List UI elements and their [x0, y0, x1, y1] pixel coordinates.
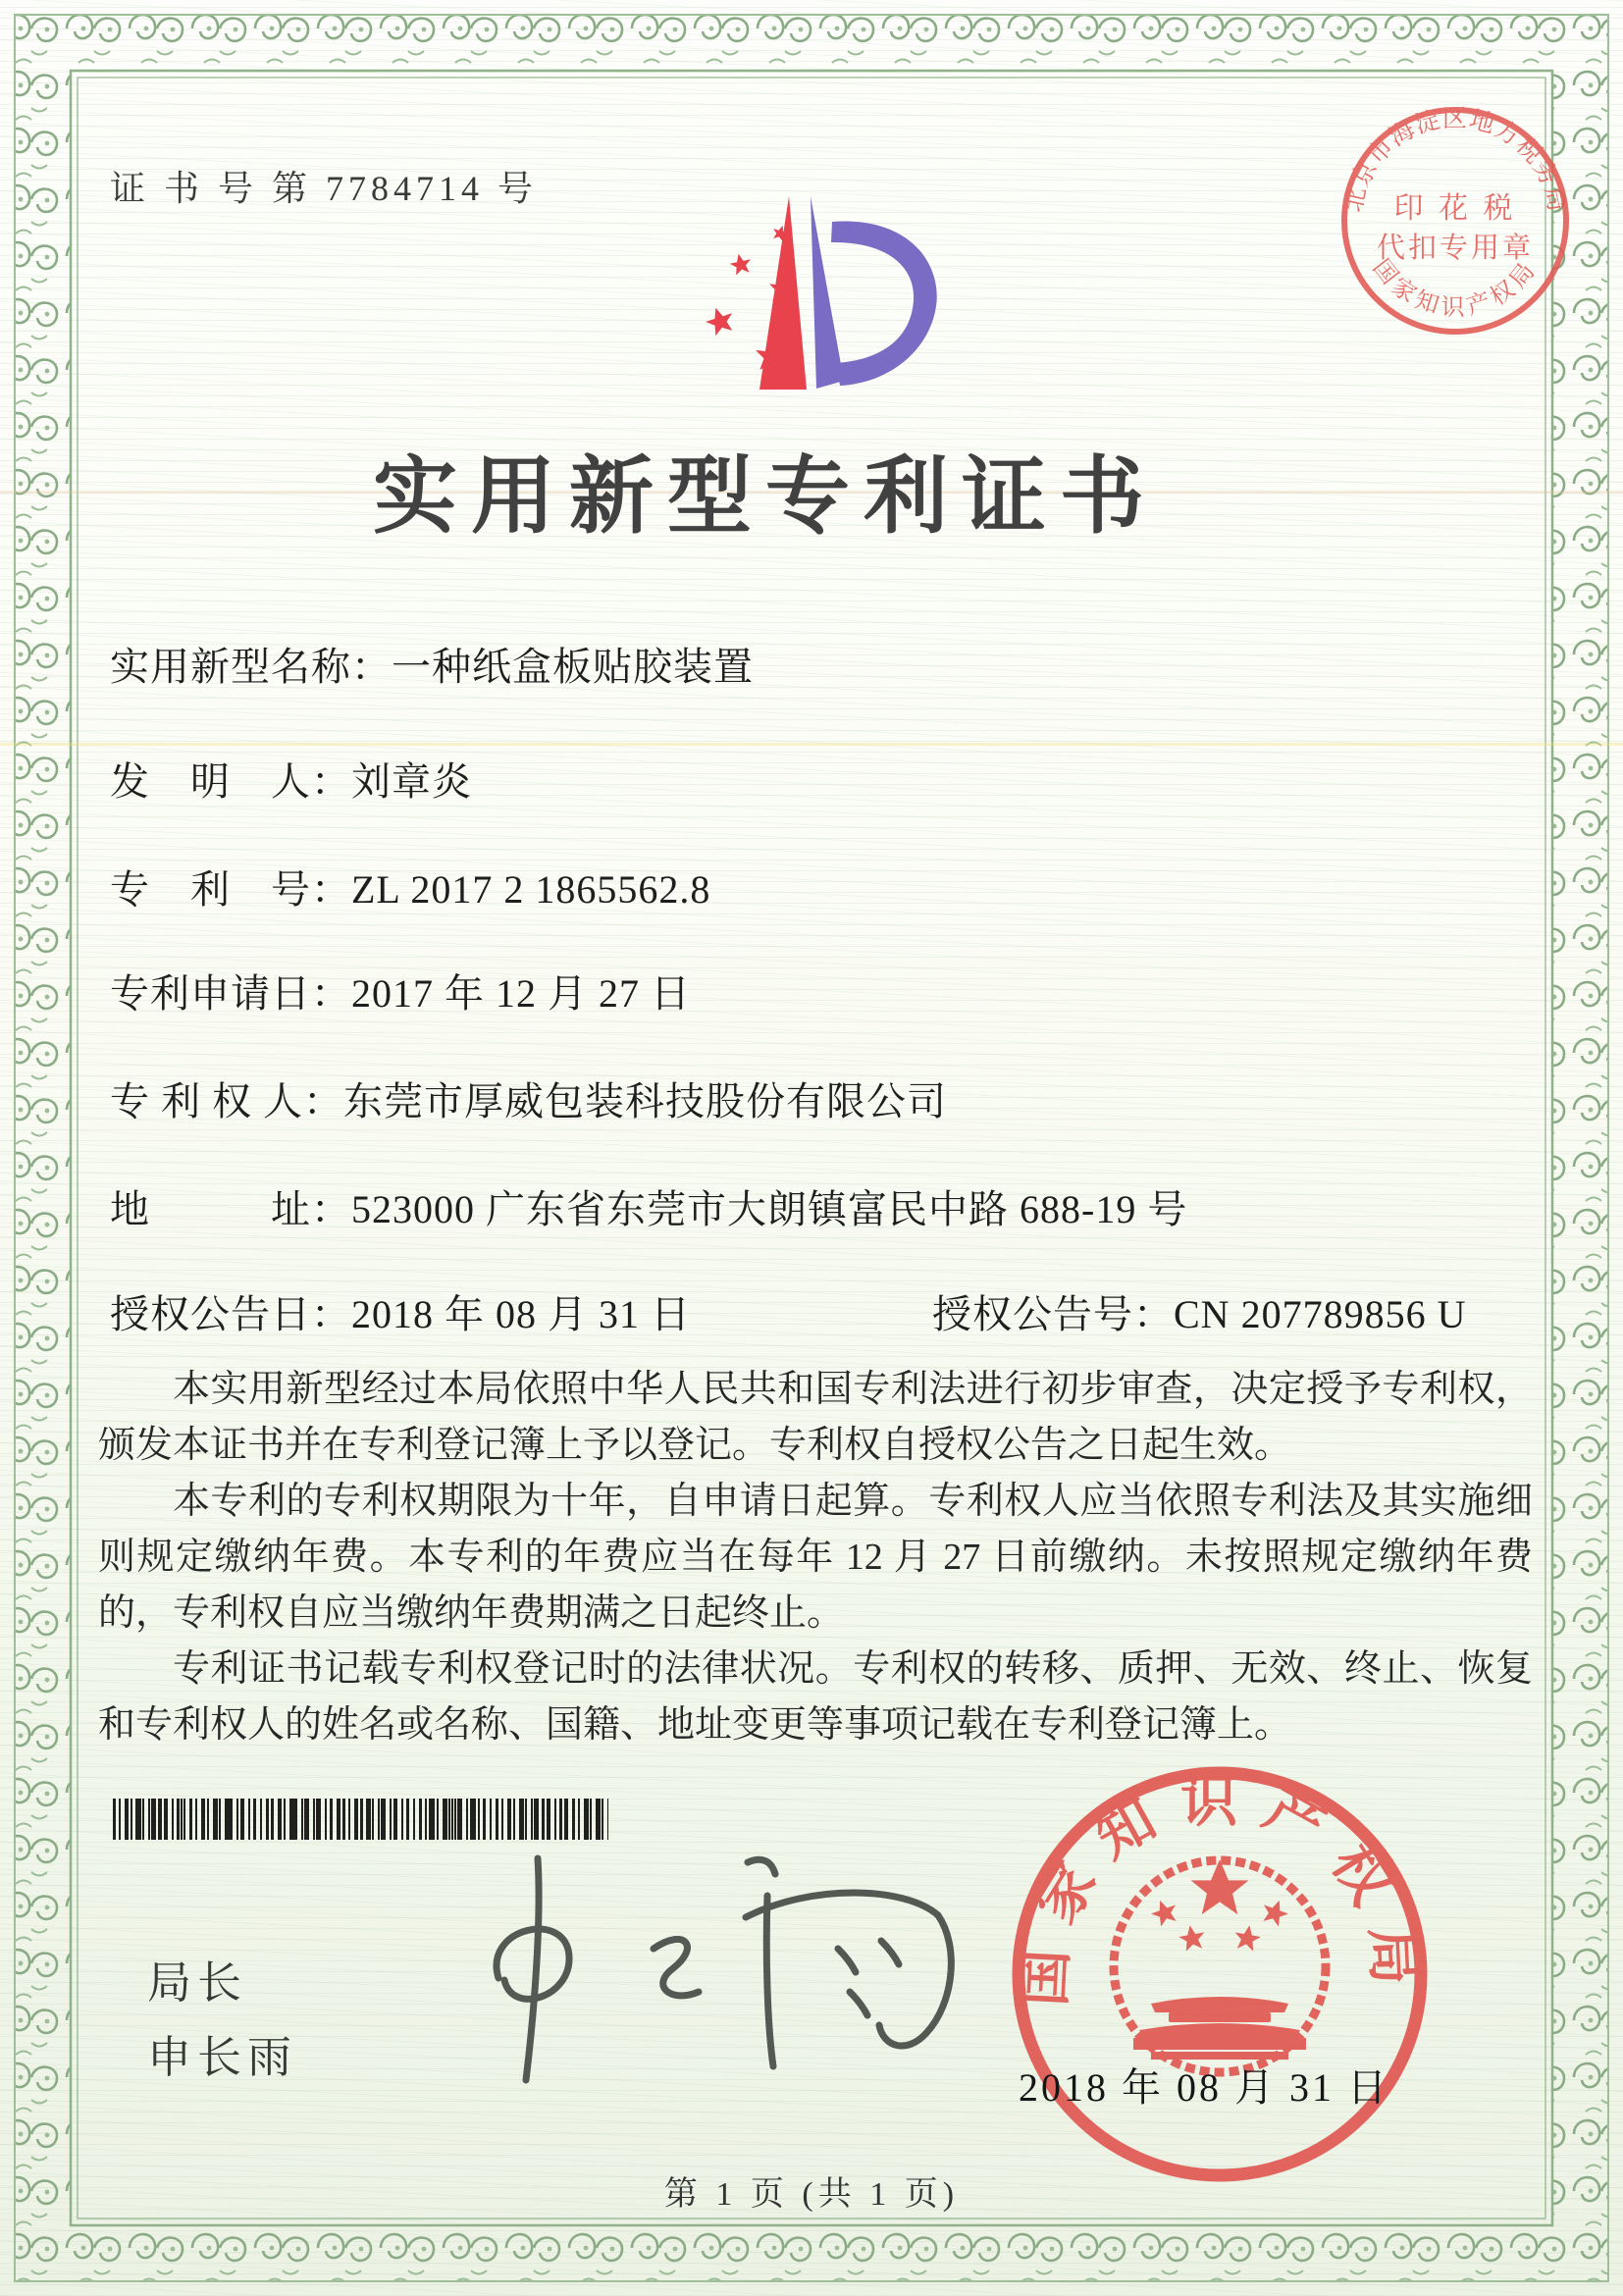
field-value: ZL 2017 2 1865562.8	[351, 867, 711, 912]
page-footer: 第 1 页 (共 1 页)	[663, 2176, 960, 2213]
field-label: 实用新型名称：	[110, 645, 392, 689]
field-value: 刘章炎	[351, 759, 472, 804]
field-label: 授权公告日：	[110, 1292, 351, 1336]
commissioner-signature-handwriting	[422, 1833, 1050, 2088]
cnipa-logo-icon	[685, 188, 969, 414]
stamp-tax-center-line2: 代扣专用章	[1376, 233, 1535, 264]
field-value: 523000 广东省东莞市大朗镇富民中路 688-19 号	[351, 1187, 1188, 1231]
official-seal-ring-text: 国家知识产权局	[1012, 1769, 1428, 2009]
field-row-address	[110, 1185, 1187, 1234]
field-row-inventor	[110, 757, 472, 807]
certificate-number: 证 书 号 第 7784714 号	[110, 169, 539, 208]
page-title: 实用新型专利证书	[373, 449, 1158, 544]
commissioner-name: 申长雨	[147, 2033, 298, 2082]
field-label: 授权公告号：	[932, 1292, 1174, 1336]
body-paragraph-2: 本专利的专利权期限为十年，自申请日起算。专利权人应当依照专利法及其实施细则规定缴纳年费。本专利的年费应当在每年 12 月 27 日前缴纳。未按照规定缴纳年费的，专利权自应当缴纳年费期满之日起终止。	[98, 1481, 1533, 1634]
field-label: 发 明 人：	[110, 759, 351, 804]
cnipa-official-seal	[1004, 1758, 1436, 2190]
field-label: 地 址：	[110, 1187, 351, 1231]
national-emblem-icon	[1114, 1859, 1326, 2072]
field-row-grant-date	[110, 1290, 1467, 1339]
body-paragraph-3: 专利证书记载专利权登记时的法律状况。专利权的转移、质押、无效、终止、恢复和专利权人的姓名或名称、国籍、地址变更等事项记载在专利登记簿上。	[98, 1648, 1533, 1746]
field-value: 2018 年 08 月 31 日	[351, 1292, 691, 1336]
field-row-patentee	[110, 1077, 947, 1126]
body-paragraph-1: 本实用新型经过本局依照中华人民共和国专利法进行初步审查，决定授予专利权，颁发本证书并在专利登记簿上予以登记。专利权自授权公告之日起生效。	[98, 1369, 1533, 1466]
seal-date: 2018 年 08 月 31 日	[1019, 2065, 1389, 2110]
field-row-utility-model-name	[110, 643, 754, 692]
field-label: 专利申请日：	[110, 971, 351, 1016]
field-row-filing-date	[110, 969, 691, 1018]
field-value: 一种纸盒板贴胶装置	[392, 645, 754, 689]
field-row-patent-number	[110, 865, 710, 914]
field-label: 专 利 号：	[110, 867, 351, 912]
stamp-tax-bottom-text: 国家知识产权局	[1367, 255, 1544, 321]
field-value: 2017 年 12 月 27 日	[351, 971, 691, 1016]
commissioner-title: 局长	[147, 1958, 248, 2008]
stamp-tax-top-text: 北京市海淀区地方税务局	[1339, 105, 1571, 215]
field-value: 东莞市厚威包装科技股份有限公司	[343, 1079, 947, 1123]
stamp-tax-seal	[1336, 102, 1574, 339]
field-grant-announcement-number	[932, 1290, 1466, 1339]
field-value: CN 207789856 U	[1174, 1292, 1467, 1336]
stamp-tax-center-line1: 印 花 税	[1393, 192, 1517, 225]
field-label: 专 利 权 人：	[110, 1079, 343, 1123]
certificate-body-text	[98, 1362, 1533, 1753]
